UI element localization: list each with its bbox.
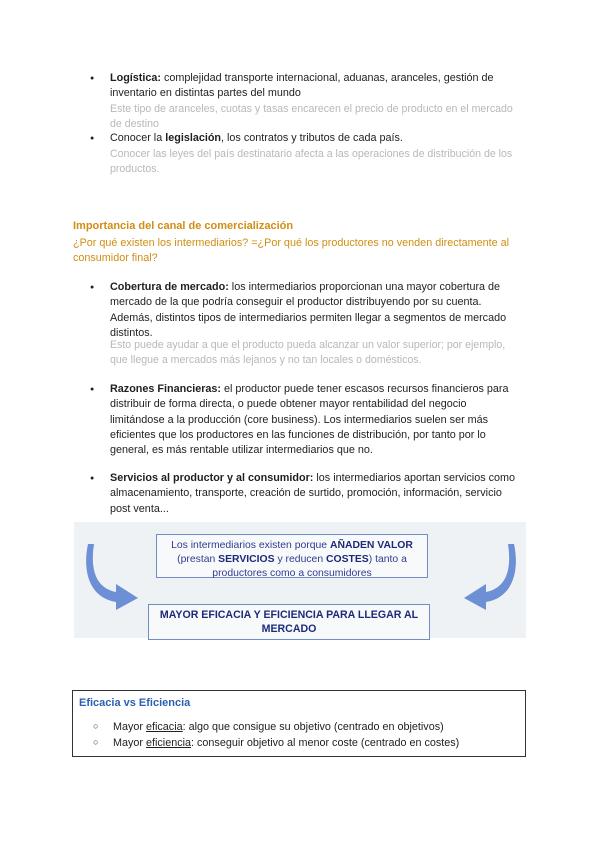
note-legislacion: Conocer las leyes del país destinatario afecta a las operaciones de distribución de los productos. <box>110 148 513 176</box>
list-item-legislacion <box>110 131 520 146</box>
note-logistica: Este tipo de aranceles, cuotas y tasas encarecen el precio de producto en el mercado de destino <box>110 103 513 131</box>
intermediaries-box <box>156 534 428 578</box>
list-item-logistica <box>110 71 520 102</box>
list-item-servicios <box>110 471 520 517</box>
item-text: el productor puede tener escasos recursos financieros para distribuir de forma directa, o puede obtener mayor rentabilidad del negocio limitándose a la producción (core business). Los intermediarios suelen ser más eficientes que los productores en las funciones de distribución, por tanto por lo general, es más rentable utilizar intermediarios que no. <box>110 383 509 457</box>
item-title: Logística: <box>110 72 161 84</box>
list-item-cobertura <box>110 280 520 341</box>
curved-arrow-left-icon <box>86 540 146 610</box>
item-title: Razones Financieras: <box>110 383 222 395</box>
item-text: , los contratos y tributos de cada país. <box>221 132 403 144</box>
list-item-financieras <box>110 382 520 458</box>
item-text: complejidad transporte internacional, aduanas, aranceles, gestión de inventario en distintas partes del mundo <box>110 72 494 100</box>
item-title: Cobertura de mercado: <box>110 281 229 293</box>
intermediaries-text: Los intermediarios existen porque AÑADEN VALOR (prestan SERVICIOS y reducen COSTES) tanto a productores como a consumidores <box>171 540 413 579</box>
item-text: los intermediarios aportan servicios como almacenamiento, transporte, creación de surtido, promoción, información, servicio post venta... <box>110 472 516 515</box>
outcome-line-1: MAYOR EFICACIA Y EFICIENCIA PARA LLEGAR AL <box>159 609 419 621</box>
outcome-box <box>148 604 430 640</box>
section-question: ¿Por qué existen los intermediarios? =¿Por qué los productores no venden directamente al consumidor final? <box>73 237 510 265</box>
eficacia-box <box>72 690 526 757</box>
curved-arrow-right-icon <box>456 540 516 610</box>
eficacia-item: ○ Mayor eficacia: algo que consigue su objetivo (centrado en objetivos) <box>113 721 444 733</box>
eficacia-title: Eficacia vs Eficiencia <box>79 697 191 709</box>
eficiencia-item: ○ Mayor eficiencia: conseguir objetivo al menor coste (centrado en costes) <box>113 737 459 749</box>
item-title: Servicios al productor y al consumidor: <box>110 472 314 484</box>
outcome-line-2: MERCADO <box>261 623 317 635</box>
section-title: Importancia del canal de comercialización <box>73 220 294 232</box>
value-diagram <box>74 522 526 638</box>
item-pre: Conocer la <box>110 132 166 144</box>
item-title: legislación <box>165 132 222 144</box>
item-text: los intermediarios proporcionan una mayor cobertura de mercado de la que podría conseguir el productor distribuyendo por su cuenta. Además, distintos tipos de intermediarios permiten llegar a segmentos de mercado distintos. <box>110 281 507 339</box>
note-cobertura: Esto puede ayudar a que el producto pueda alcanzar un valor superior; por ejemplo, que llegue a mercados más lejanos y no tan locales o domésticos. <box>110 339 506 367</box>
